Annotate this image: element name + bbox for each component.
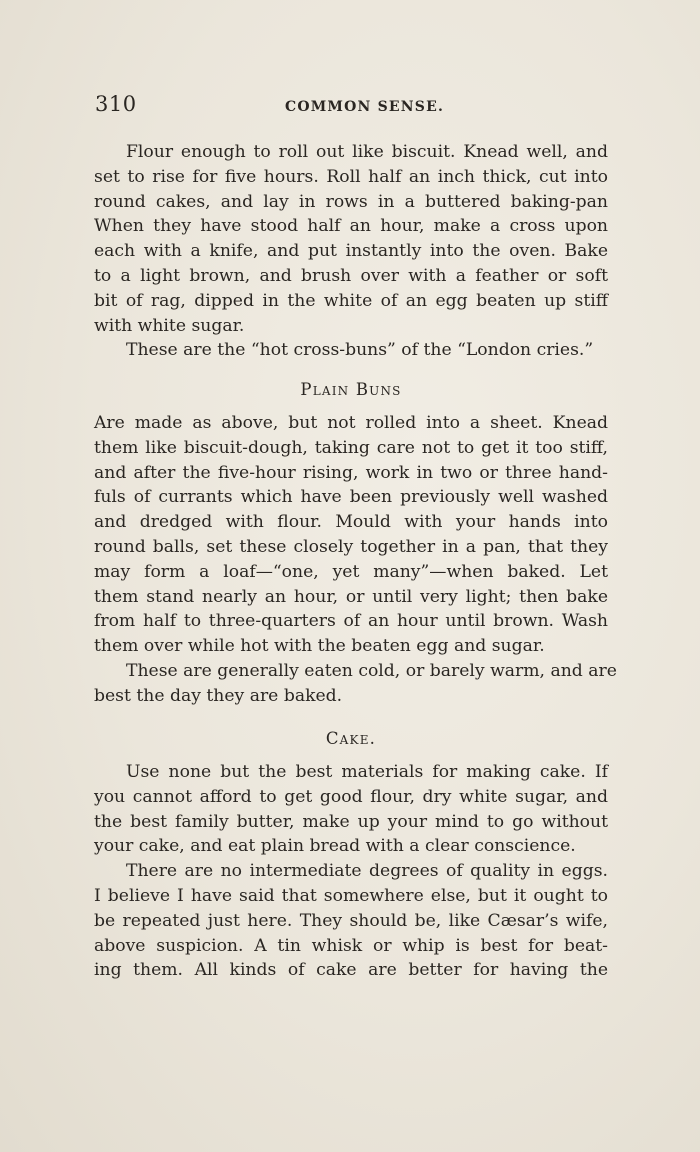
text-line: Flour enough to roll out like biscuit. Knead well, and (126, 142, 608, 162)
text-line: your cake, and eat plain bread with a clear conscience. (94, 836, 576, 857)
text-line: These are the “hot cross-buns” of the “London cries.” (126, 340, 594, 361)
text-line: the best family butter, make up your mind to go without (94, 811, 608, 832)
text-line: round cakes, and lay in rows in a buttered baking-pan (94, 191, 608, 212)
text-line: you cannot afford to get good flour, dry white sugar, and (94, 786, 608, 807)
paragraph-hot-cross-buns (94, 140, 608, 363)
running-title: COMMON SENSE. (285, 99, 445, 115)
text-line: them like biscuit-dough, taking care not to get it too stiff, (94, 437, 608, 458)
page-number: 310 (95, 92, 137, 116)
running-head (95, 92, 610, 122)
text-line: set to rise for five hours. Roll half an inch thick, cut into (94, 166, 608, 187)
text-line: and dredged with flour. Mould with your hands into (94, 512, 608, 533)
text-line: with white sugar. (94, 315, 245, 336)
text-line: fuls of currants which have been previously well washed (94, 487, 608, 508)
text-line: them over while hot with the beaten egg and sugar. (94, 636, 545, 657)
text-line: each with a knife, and put instantly into the oven. Bake (94, 241, 608, 262)
text-line: to a light brown, and brush over with a feather or soft (94, 265, 608, 286)
text-line: and after the five-hour rising, work in two or three hand- (94, 462, 608, 483)
text-line: be repeated just here. They should be, like Cæsar’s wife, (94, 910, 608, 931)
text-line: Are made as above, but not rolled into a sheet. Knead (94, 413, 608, 433)
text-line: Use none but the best materials for making cake. If (126, 762, 608, 782)
heading-plain-buns: Plain Buns (300, 380, 402, 399)
text-line: When they have stood half an hour, make a cross upon (94, 216, 608, 237)
text-line: ing them. All kinds of cake are better for having the (94, 960, 608, 981)
text-line: may form a loaf—“one, yet many”—when baked. Let (94, 561, 608, 582)
text-line: them stand nearly an hour, or until very light; then bake (94, 586, 608, 607)
text-line: above suspicion. A tin whisk or whip is best for beat- (94, 935, 608, 956)
text-line: I believe I have said that somewhere else, but it ought to (94, 885, 608, 906)
text-line: round balls, set these closely together in a pan, that they (94, 536, 608, 557)
text-line: bit of rag, dipped in the white of an egg beaten up stiff (94, 290, 608, 311)
text-line: There are no intermediate degrees of quality in eggs. (126, 861, 608, 882)
text-line: best the day they are baked. (94, 685, 343, 706)
heading-cake: Cake. (325, 729, 377, 748)
paragraph-plain-buns (94, 411, 617, 709)
paragraph-cake (94, 760, 608, 983)
text-line: from half to three-quarters of an hour until brown. Wash (94, 611, 608, 632)
text-line: These are generally eaten cold, or barely warm, and are (126, 660, 617, 681)
